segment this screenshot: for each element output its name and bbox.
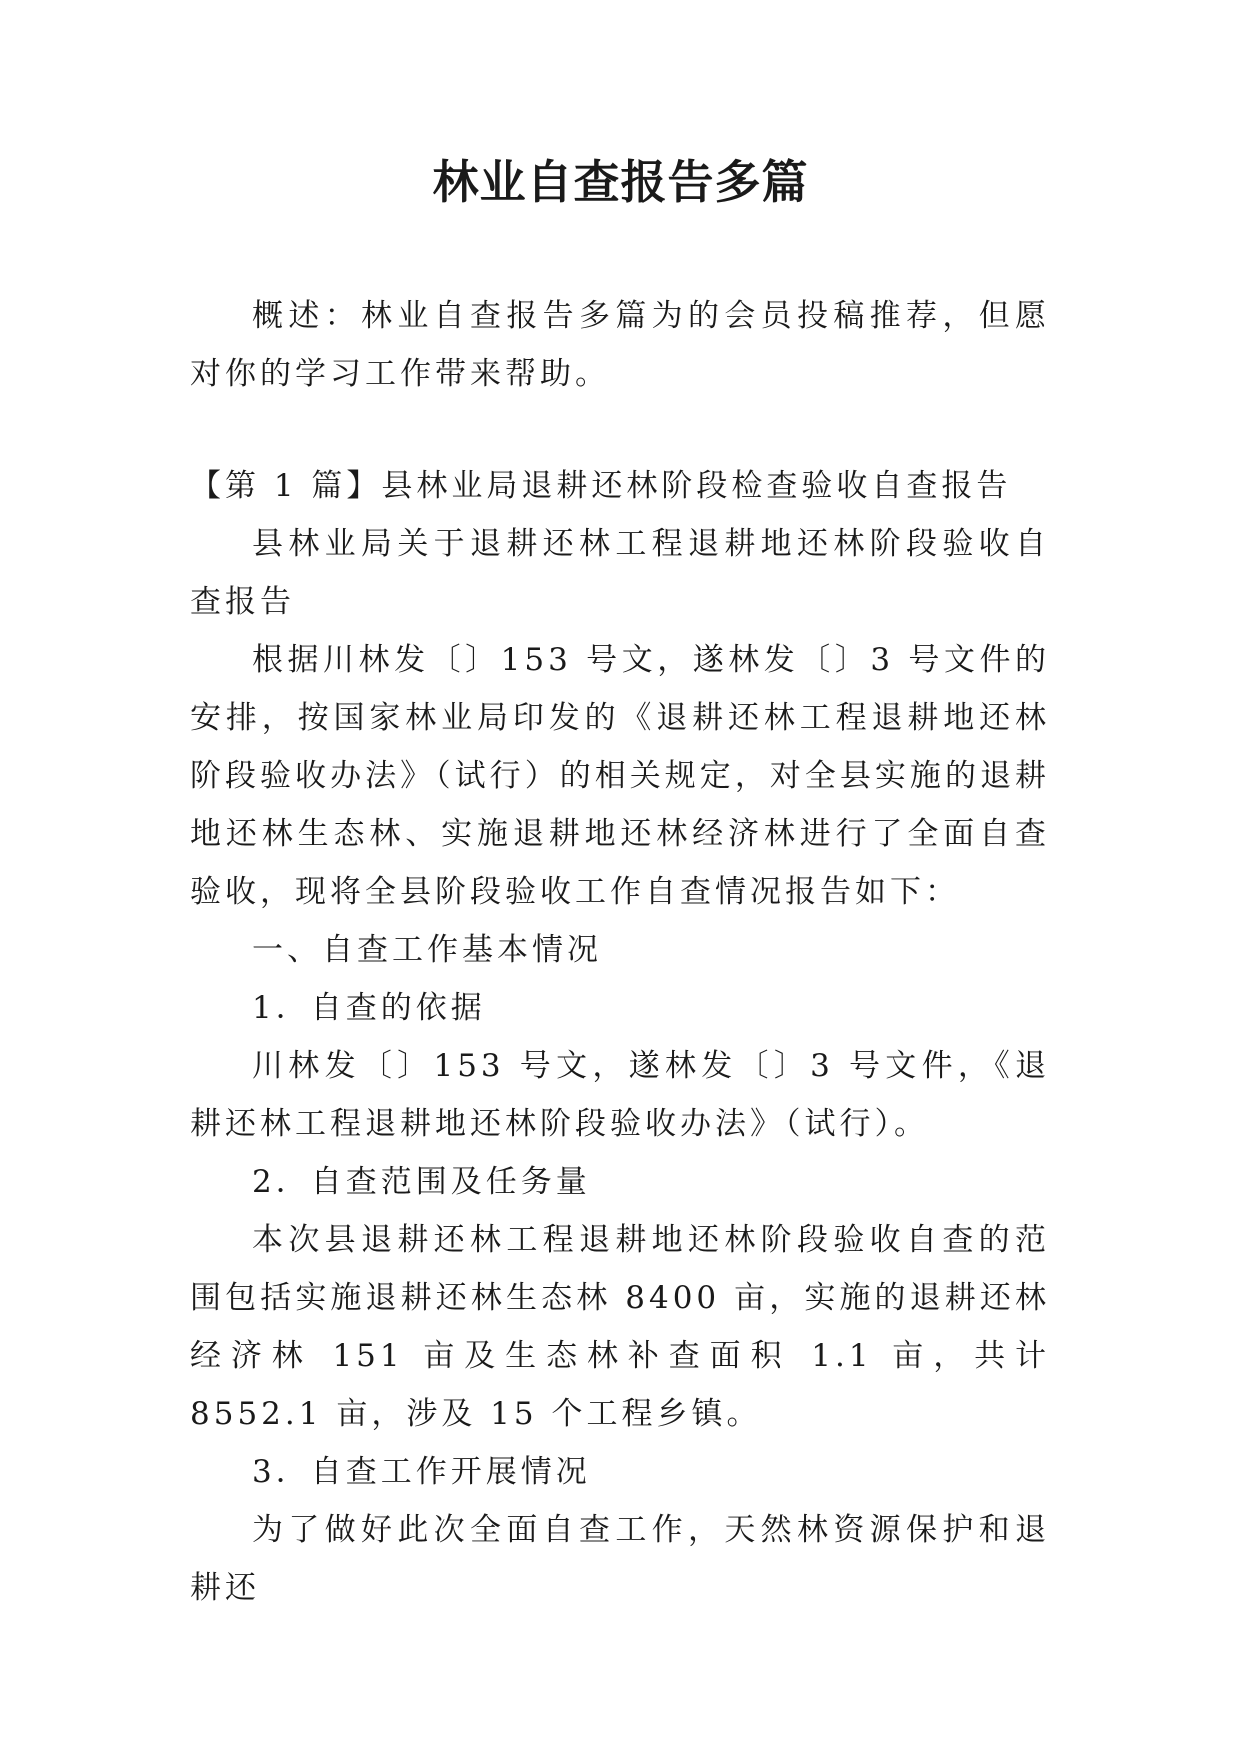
subsection-heading-1-3: 3．自查工作开展情况	[252, 1454, 591, 1490]
summary-section	[190, 287, 1050, 403]
summary-paragraph: 概述：林业自查报告多篇为的会员投稿推荐，但愿对你的学习工作带来帮助。	[190, 298, 1050, 392]
body-paragraph: 为了做好此次全面自查工作，天然林资源保护和退耕还	[190, 1512, 1050, 1606]
body-paragraph: 本次县退耕还林工程退耕地还林阶段验收自查的范围包括实施退耕还林生态林 8400 亩，实施的退耕还林经济林 151 亩及生态林补查面积 1.1 亩，共计 8552.1 亩，涉及 15 个工程乡镇。	[190, 1222, 1050, 1432]
document-title: 林业自查报告多篇	[432, 155, 809, 209]
body-paragraph: 根据川林发〔〕153 号文，遂林发〔〕3 号文件的安排，按国家林业局印发的《退耕还林工程退耕地还林阶段验收办法》（试行）的相关规定，对全县实施的退耕地还林生态林、实施退耕地还林经济林进行了全面自查验收，现将全县阶段验收工作自查情况报告如下：	[190, 642, 1050, 910]
report-body	[190, 457, 1050, 1617]
section-heading-1: 一、自查工作基本情况	[252, 932, 602, 968]
body-paragraph: 川林发〔〕153 号文，遂林发〔〕3 号文件，《退耕还林工程退耕地还林阶段验收办法》（试行）。	[190, 1048, 1050, 1142]
subsection-heading-1-1: 1．自查的依据	[252, 990, 486, 1026]
section-heading-part-1: 【第 1 篇】县林业局退耕还林阶段检查验收自查报告	[190, 468, 1012, 504]
subsection-heading-1-2: 2．自查范围及任务量	[252, 1164, 591, 1200]
report-subtitle: 县林业局关于退耕还林工程退耕地还林阶段验收自查报告	[190, 526, 1050, 620]
